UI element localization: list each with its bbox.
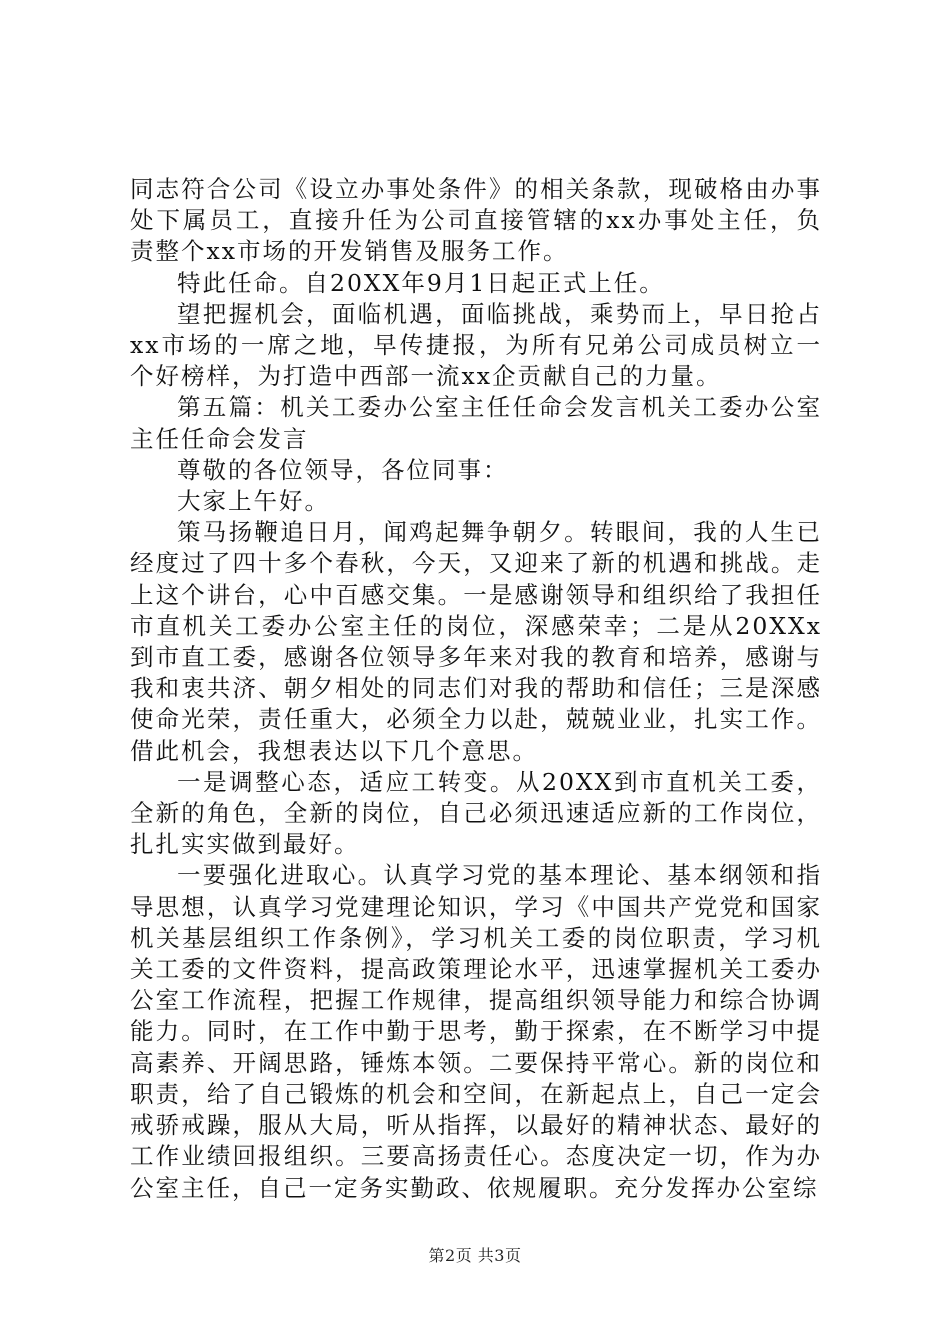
paragraph-salutation: 尊敬的各位领导，各位同事： bbox=[177, 455, 509, 484]
paragraph-expectation: 望把握机会，面临机遇，面临挑战，乘势而上，早日抢占xx市场的一席之地，早传捷报，为所有兄弟公司成员树立一个好榜样，为打造中西部一流xx企贡献自己的力量。 bbox=[130, 299, 822, 391]
paragraph-point-one: 一是调整心态，适应工转变。从20XX到市直机关工委，全新的角色，全新的岗位，自己必须迅速适应新的工作岗位，扎扎实实做到最好。 bbox=[130, 767, 822, 859]
paragraph-opening-remarks: 策马扬鞭追日月，闻鸡起舞争朝夕。转眼间，我的人生已经度过了四十多个春秋，今天，又迎来了新的机遇和挑战。走上这个讲台，心中百感交集。一是感谢领导和组织给了我担任市直机关工委办公室主任的岗位，深感荣幸；二是从20XXx到市直工委，感谢各位领导多年来对我的教育和培养，感谢与我和衷共济、朝夕相处的同志们对我的帮助和信任；三是深感使命光荣，责任重大，必须全力以赴，兢兢业业，扎实工作。借此机会，我想表达以下几个意思。 bbox=[130, 518, 822, 765]
paragraph-sub-points: 一要强化进取心。认真学习党的基本理论、基本纲领和指导思想，认真学习党建理论知识，学习《中国共产党党和国家机关基层组织工作条例》，学习机关工委的岗位职责，学习机关工委的文件资料，提高政策理论水平，迅速掌握机关工委办公室工作流程，把握工作规律，提高组织领导能力和综合协调能力。同时，在工作中勤于思考，勤于探索，在不断学习中提高素养、开阔思路，锤炼本领。二要保持平常心。新的岗位和职责，给了自己锻炼的机会和空间，在新起点上，自己一定会戒骄戒躁，服从大局，听从指挥，以最好的精神状态、最好的工作业绩回报组织。三要高扬责任心。态度决定一切，作为办公室主任，自己一定务实勤政、依规履职。充分发挥办公室综 bbox=[130, 861, 822, 1202]
paragraph-appointment-clause: 同志符合公司《设立办事处条件》的相关条款，现破格由办事处下属员工，直接升任为公司直接管辖的xx办事处主任，负责整个xx市场的开发销售及服务工作。 bbox=[130, 175, 822, 266]
page-number-footer: 第2页 共3页 bbox=[428, 1246, 522, 1265]
paragraph-greeting: 大家上午好。 bbox=[177, 487, 330, 516]
paragraph-appointment-effective: 特此任命。自20XX年9月1日起正式上任。 bbox=[177, 268, 665, 297]
document-body bbox=[130, 174, 822, 1204]
section-heading-part-five: 第五篇：机关工委办公室主任任命会发言机关工委办公室主任任命会发言 bbox=[130, 393, 822, 453]
